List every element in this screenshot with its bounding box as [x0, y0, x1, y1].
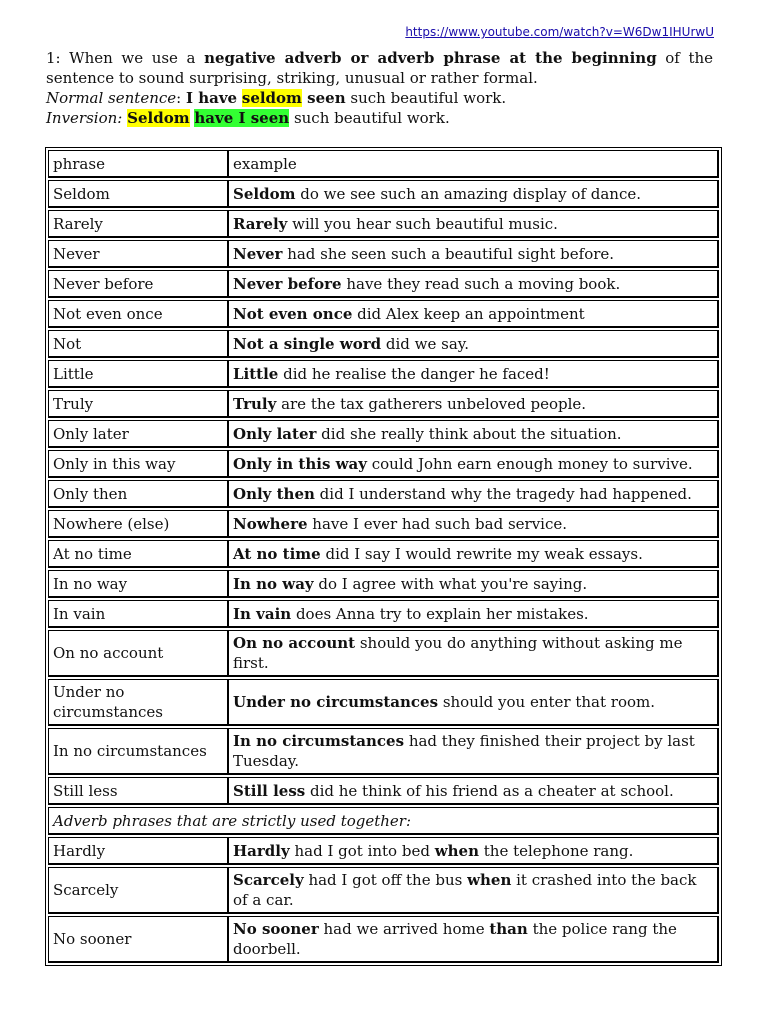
table-row	[48, 630, 719, 677]
example-cell: Hardly had I got into bed when the telephone rang.	[229, 837, 719, 865]
example-cell: No sooner had we arrived home than the police rang the doorbell.	[229, 916, 719, 963]
phrase-cell: Not even once	[48, 300, 229, 328]
example-cell: Little did he realise the danger he faced!	[229, 360, 719, 388]
phrase-cell: Scarcely	[48, 867, 229, 914]
example-cell: Only later did she really think about the situation.	[229, 420, 719, 448]
table-row	[48, 450, 719, 478]
example-cell: In no circumstances had they finished their project by last Tuesday.	[229, 728, 719, 775]
example-cell: Not even once did Alex keep an appointment	[229, 300, 719, 328]
example-cell: Still less did he think of his friend as a cheater at school.	[229, 777, 719, 805]
youtube-link[interactable]: https://www.youtube.com/watch?v=W6Dw1IHUrwU	[405, 25, 714, 39]
example-cell: Only in this way could John earn enough money to survive.	[229, 450, 719, 478]
table-row	[48, 480, 719, 508]
phrase-cell: In no circumstances	[48, 728, 229, 775]
section-row	[48, 807, 719, 835]
header-example: example	[229, 150, 719, 178]
example-cell: Seldom do we see such an amazing display of dance.	[229, 180, 719, 208]
phrase-cell: Rarely	[48, 210, 229, 238]
table-header-row	[48, 150, 719, 178]
phrase-cell: Hardly	[48, 837, 229, 865]
table-row	[48, 180, 719, 208]
phrase-cell: Nowhere (else)	[48, 510, 229, 538]
table-row	[48, 270, 719, 298]
table-row	[48, 867, 719, 914]
phrase-cell: Only in this way	[48, 450, 229, 478]
example-cell: Never before have they read such a moving book.	[229, 270, 719, 298]
example-cell: Truly are the tax gatherers unbeloved people.	[229, 390, 719, 418]
example-cell: Only then did I understand why the tragedy had happened.	[229, 480, 719, 508]
phrase-cell: Never	[48, 240, 229, 268]
intro-section	[46, 48, 713, 128]
header-phrase: phrase	[48, 150, 229, 178]
example-cell: At no time did I say I would rewrite my weak essays.	[229, 540, 719, 568]
table-row	[48, 390, 719, 418]
phrase-cell: Only then	[48, 480, 229, 508]
example-cell: Never had she seen such a beautiful sight before.	[229, 240, 719, 268]
phrase-cell: Not	[48, 330, 229, 358]
phrase-cell: Truly	[48, 390, 229, 418]
example-cell: Under no circumstances should you enter that room.	[229, 679, 719, 726]
phrase-cell: No sooner	[48, 916, 229, 963]
phrase-cell: Little	[48, 360, 229, 388]
phrase-cell: Under no circumstances	[48, 679, 229, 726]
table-row	[48, 300, 719, 328]
example-cell: In no way do I agree with what you're saying.	[229, 570, 719, 598]
phrase-cell: In vain	[48, 600, 229, 628]
example-cell: Not a single word did we say.	[229, 330, 719, 358]
phrase-cell: At no time	[48, 540, 229, 568]
inversion-table	[45, 147, 722, 966]
table-row	[48, 916, 719, 963]
table-row	[48, 837, 719, 865]
example-cell: Scarcely had I got off the bus when it crashed into the back of a car.	[229, 867, 719, 914]
normal-sentence: Normal sentence: I have seldom seen such beautiful work.	[46, 89, 507, 107]
table-row	[48, 510, 719, 538]
table-row	[48, 330, 719, 358]
example-cell: In vain does Anna try to explain her mistakes.	[229, 600, 719, 628]
table-row	[48, 570, 719, 598]
phrase-cell: Only later	[48, 420, 229, 448]
table-row	[48, 600, 719, 628]
table-row	[48, 210, 719, 238]
phrase-cell: Never before	[48, 270, 229, 298]
table-row	[48, 360, 719, 388]
intro-rule: 1: When we use a negative adverb or adverb phrase at the beginning of the sentence to sound surprising, striking, unusual or rather formal.	[46, 49, 714, 87]
phrase-cell: Still less	[48, 777, 229, 805]
table-row	[48, 240, 719, 268]
table-row	[48, 728, 719, 775]
inversion-sentence: Inversion: Seldom have I seen such beautiful work.	[46, 109, 450, 127]
example-cell: Rarely will you hear such beautiful music.	[229, 210, 719, 238]
phrase-cell: In no way	[48, 570, 229, 598]
table-row	[48, 777, 719, 805]
example-cell: Nowhere have I ever had such bad service.	[229, 510, 719, 538]
example-cell: On no account should you do anything without asking me first.	[229, 630, 719, 677]
table-row	[48, 679, 719, 726]
table-row	[48, 420, 719, 448]
phrase-cell: Seldom	[48, 180, 229, 208]
phrase-cell: On no account	[48, 630, 229, 677]
table-row	[48, 540, 719, 568]
section-label: Adverb phrases that are strictly used together:	[48, 807, 719, 835]
